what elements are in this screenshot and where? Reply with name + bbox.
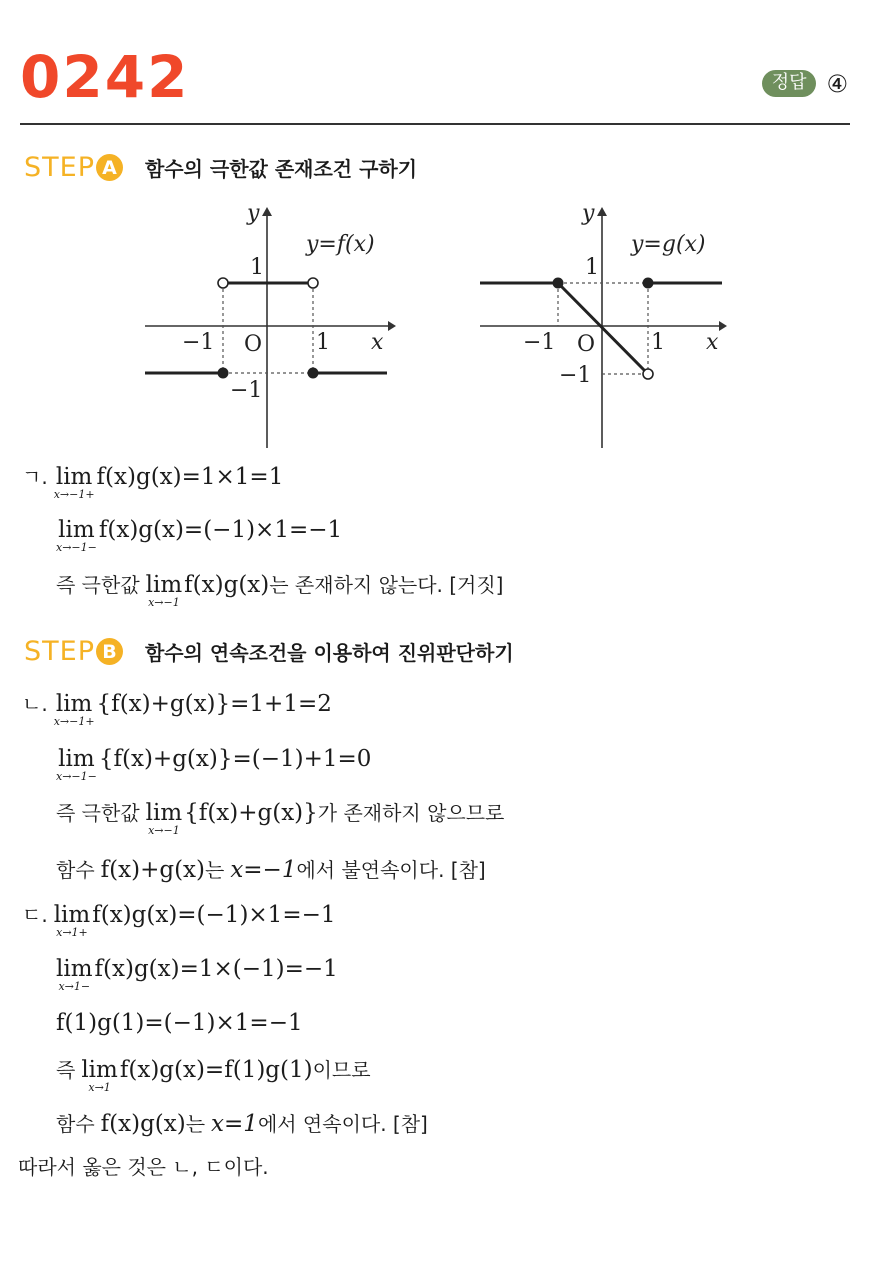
y-axis-arrow-icon (262, 207, 272, 216)
origin-label: O (577, 332, 596, 357)
tick-label: −1 (559, 363, 592, 388)
limit-operator: lim x→1+ (53, 902, 91, 939)
header-rule (20, 123, 850, 125)
solution-line (56, 1009, 303, 1037)
step-b-title: 함수의 연속조건을 이용하여 진위판단하기 (144, 641, 514, 665)
closed-point (308, 368, 319, 379)
math-expression: f(x)g(x)=(−1)×1=−1 (98, 517, 343, 543)
text-segment: 즉 극한값 (56, 801, 140, 825)
closed-point (643, 278, 654, 289)
math-expression: {f(x)+g(x)} (184, 800, 318, 826)
solution-line (22, 901, 336, 939)
graph-g (465, 198, 750, 453)
text-segment: 가 존재하지 않으므로 (317, 801, 505, 825)
math-expression: f(x)g(x)=(−1)×1=−1 (92, 902, 336, 928)
step-b-heading (24, 636, 514, 667)
closed-point (553, 278, 564, 289)
solution-line (56, 799, 504, 837)
solution-line (56, 1110, 428, 1138)
text-segment: 이므로 (312, 1058, 371, 1082)
solution-line (56, 516, 342, 554)
x-axis-arrow-icon (388, 321, 396, 331)
open-point (643, 369, 653, 379)
y-axis-label: y (247, 201, 260, 226)
step-word: STEP (24, 152, 95, 183)
math-expression: f(x)g(x)=1×(−1)=−1 (94, 956, 338, 982)
limit-operator: lim x→−1 (145, 800, 183, 837)
answer-area (762, 70, 848, 97)
text-segment: 즉 극한값 (56, 573, 140, 597)
math-expression: f(1)g(1)=(−1)×1=−1 (56, 1010, 303, 1036)
item-marker: ㄱ. (22, 465, 48, 489)
math-expression: f(x)+g(x) (100, 857, 205, 883)
solution-line (56, 856, 486, 884)
math-expression: {f(x)+g(x)}=1+1=2 (96, 691, 332, 717)
step-a-heading (24, 152, 417, 183)
conclusion-line (18, 1153, 269, 1181)
limit-operator: lim x→−1− (56, 746, 97, 783)
step-word: STEP (24, 636, 95, 667)
problem-number: 0242 (20, 43, 190, 111)
open-point (308, 278, 318, 288)
math-expression: f(x)g(x)=1×1=1 (96, 464, 284, 490)
limit-operator: lim x→−1+ (53, 691, 95, 728)
step-a-title: 함수의 극한값 존재조건 구하기 (144, 157, 418, 181)
item-marker: ㄴ. (22, 692, 48, 716)
solution-line (56, 1056, 371, 1094)
origin-label: O (244, 332, 263, 357)
curve-label: y=f(x) (306, 232, 375, 257)
limit-operator: lim x→1− (56, 956, 93, 993)
closed-point (218, 368, 229, 379)
tick-label: −1 (523, 330, 556, 355)
math-expression: f(x)g(x) (100, 1111, 186, 1137)
text-segment: 는 (204, 858, 225, 882)
step-badge: A (96, 154, 123, 181)
math-expression: x=1 (211, 1111, 258, 1137)
text-segment: 는 (185, 1112, 206, 1136)
text-segment: 함수 (56, 1112, 95, 1136)
math-expression: {f(x)+g(x)}=(−1)+1=0 (98, 746, 372, 772)
limit-operator: lim x→−1+ (53, 464, 95, 501)
text-segment: 함수 (56, 858, 95, 882)
answer-badge: 정답 (762, 70, 817, 97)
math-expression: f(x)g(x) (184, 572, 270, 598)
tick-label: 1 (651, 330, 665, 355)
text-segment: 는 존재하지 않는다. [거짓] (269, 573, 504, 597)
solution-line (22, 690, 332, 728)
tick-label: −1 (230, 378, 263, 403)
x-axis-arrow-icon (719, 321, 727, 331)
limit-operator: lim x→−1− (56, 517, 97, 554)
conclusion-text: 따라서 옳은 것은 ㄴ, ㄷ이다. (18, 1155, 269, 1179)
limit-operator: lim x→1 (81, 1057, 118, 1094)
math-expression: f(x)g(x)=f(1)g(1) (119, 1057, 313, 1083)
answer-value: ④ (826, 69, 848, 98)
x-axis-label: x (706, 330, 719, 355)
tick-label: −1 (182, 330, 215, 355)
limit-operator: lim x→−1 (145, 572, 183, 609)
step-badge: B (96, 638, 123, 665)
solution-line (22, 463, 283, 501)
x-axis-label: x (371, 330, 384, 355)
solution-line (56, 571, 504, 609)
tick-label: 1 (316, 330, 330, 355)
open-point (218, 278, 228, 288)
item-marker: ㄷ. (22, 903, 48, 927)
math-expression: x=−1 (230, 857, 297, 883)
curve-label: y=g(x) (631, 232, 706, 257)
solution-line (56, 745, 371, 783)
solution-line (56, 955, 338, 993)
y-axis-label: y (582, 201, 595, 226)
text-segment: 즉 (56, 1058, 76, 1082)
graph-f (130, 198, 410, 453)
tick-label: 1 (585, 255, 599, 280)
text-segment: 에서 불연속이다. [참] (296, 858, 486, 882)
tick-label: 1 (250, 255, 264, 280)
text-segment: 에서 연속이다. [참] (257, 1112, 428, 1136)
y-axis-arrow-icon (597, 207, 607, 216)
